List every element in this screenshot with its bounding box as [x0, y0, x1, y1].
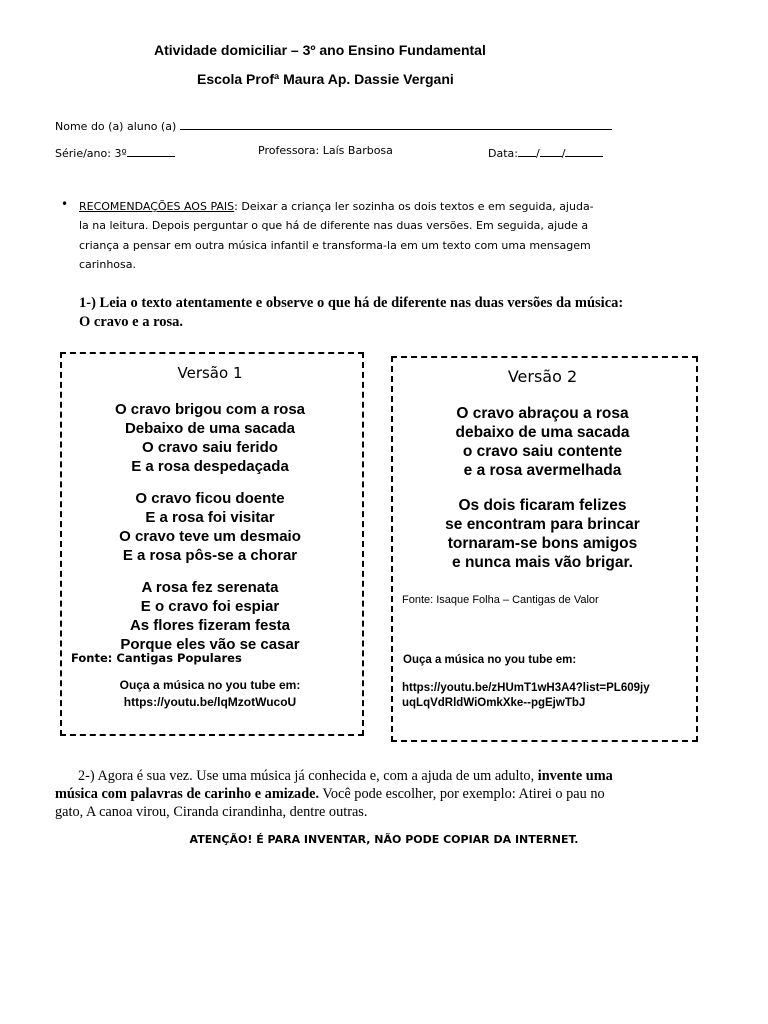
- recommendation-bullet: •: [61, 197, 69, 211]
- poem-line: se encontram para brincar: [445, 516, 640, 533]
- version-2-stanza-2: [391, 496, 694, 572]
- name-blank: [180, 117, 612, 130]
- serie-row: [55, 144, 175, 160]
- name-row: [55, 117, 612, 133]
- version-2-stanza-1: [391, 404, 694, 480]
- poem-line: E a rosa foi visitar: [145, 509, 275, 526]
- date-day-blank: [518, 144, 536, 157]
- version-1-stanza-1: [60, 400, 360, 476]
- date-year-blank: [565, 144, 603, 157]
- serie-blank: [127, 144, 175, 157]
- version-2-link[interactable]: [402, 681, 650, 711]
- header-line-2: Escola Profª Maura Ap. Dassie Vergani: [197, 71, 454, 87]
- poem-line: O cravo teve um desmaio: [119, 528, 301, 545]
- version-2-poem: [391, 404, 694, 572]
- recommendations-line-2: la na leitura. Depois perguntar o que há de diferente nas duas versões. Em seguida, ajude a: [79, 219, 589, 233]
- version-1-listen: Ouça a música no you tube em:: [119, 678, 301, 692]
- poem-line: o cravo saiu contente: [462, 443, 623, 460]
- poem-line: O cravo abraçou a rosa: [456, 405, 629, 422]
- recommendations-colon: :: [234, 200, 238, 213]
- version-2-title: Versão 2: [507, 367, 578, 386]
- date-sep-2: /: [561, 147, 566, 160]
- version-1-poem: [60, 400, 360, 654]
- version-1-source: Fonte: Cantigas Populares: [71, 651, 242, 665]
- poem-line: O cravo ficou doente: [135, 490, 285, 507]
- version-1-listen-block: [60, 677, 360, 711]
- version-2-listen: Ouça a música no you tube em:: [403, 654, 577, 666]
- version-1-title: Versão 1: [177, 364, 243, 382]
- question-2-line-3: gato, A canoa virou, Ciranda cirandinha, dentre outras.: [55, 804, 368, 820]
- date-label: Data:: [488, 147, 518, 160]
- question-1: [79, 294, 623, 332]
- version-1-link[interactable]: https://youtu.be/lqMzotWucoU: [123, 695, 297, 709]
- serie-label: Série/ano: 3º: [55, 147, 127, 160]
- poem-line: E o cravo foi espiar: [140, 598, 280, 615]
- poem-line: e nunca mais vão brigar.: [452, 554, 633, 571]
- warning-text: ATENÇÃO! É PARA INVENTAR, NÃO PODE COPIAR DA INTERNET.: [189, 833, 579, 846]
- version-1-stanza-3: [60, 578, 360, 654]
- version-2-link-line-1[interactable]: https://youtu.be/zHUmT1wH3A4?list=PL609jy: [402, 682, 650, 694]
- recommendations-line-4: carinhosa.: [79, 257, 137, 271]
- version-2-source: Fonte: Isaque Folha – Cantigas de Valor: [402, 594, 599, 606]
- date-row: [488, 144, 603, 160]
- recommendations-line-1: Deixar a criança ler sozinha os dois textos e em seguida, ajuda-: [241, 200, 594, 213]
- question-2: [55, 767, 675, 821]
- question-2-line-1a: 2-) Agora é sua vez. Use uma música já conhecida e, com a ajuda de um adulto,: [78, 768, 535, 784]
- name-label: Nome do (a) aluno (a): [55, 120, 177, 133]
- poem-line: E a rosa pôs-se a chorar: [122, 547, 298, 564]
- question-2-line-2a: música com palavras de carinho e amizade.: [55, 786, 320, 802]
- poem-line: As flores fizeram festa: [129, 617, 291, 634]
- poem-line: Debaixo de uma sacada: [124, 420, 296, 437]
- date-month-blank: [540, 144, 562, 157]
- poem-line: e a rosa avermelhada: [463, 462, 622, 479]
- recommendations-line-3: criança a pensar em outra música infantil e transforma-la em um texto com uma mensagem: [79, 238, 591, 252]
- poem-line: Porque eles vão se casar: [120, 636, 300, 653]
- poem-line: debaixo de uma sacada: [455, 424, 630, 441]
- date-sep-1: /: [535, 147, 540, 160]
- version-2-link-line-2[interactable]: uqLqVdRldWiOmkXke--pgEjwTbJ: [402, 697, 586, 709]
- recommendations-block: [79, 197, 679, 274]
- recommendations-title: RECOMENDAÇÕES AOS PAIS: [79, 200, 235, 213]
- poem-line: tornaram-se bons amigos: [447, 535, 638, 552]
- header-line-1: Atividade domiciliar – 3º ano Ensino Fundamental: [154, 42, 486, 58]
- poem-line: O cravo saiu ferido: [142, 439, 278, 456]
- question-1-line-1: 1-) Leia o texto atentamente e observe o que há de diferente nas duas versões da música:: [79, 295, 624, 311]
- version-1-stanza-2: [60, 489, 360, 565]
- poem-line: A rosa fez serenata: [141, 579, 279, 596]
- teacher-label: Professora: Laís Barbosa: [258, 144, 393, 157]
- poem-line: E a rosa despedaçada: [131, 458, 289, 475]
- poem-line: Os dois ficaram felizes: [458, 497, 627, 514]
- poem-line: O cravo brigou com a rosa: [114, 401, 306, 418]
- question-2-line-2b: Você pode escolher, por exemplo: Atirei o pau no: [322, 786, 605, 802]
- question-1-line-2: O cravo e a rosa.: [79, 314, 184, 330]
- question-2-line-1b: invente uma: [537, 768, 613, 784]
